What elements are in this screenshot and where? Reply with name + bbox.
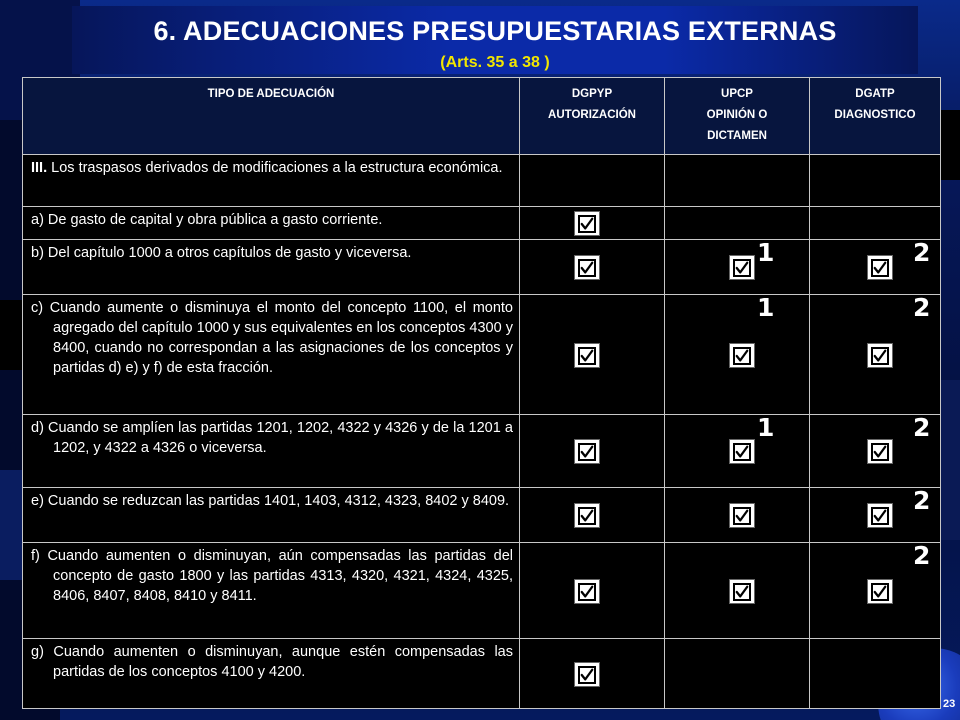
cell-dgpyp — [520, 639, 665, 709]
page-number: 23 — [943, 698, 956, 710]
upcp-note-number: 1 — [757, 238, 775, 267]
cell-upcp — [665, 543, 810, 639]
section-text: Los traspasos derivados de modificaciones a la estructura económica. — [51, 160, 503, 176]
cell-upcp — [665, 639, 810, 709]
section-number: III. — [31, 160, 48, 176]
section-cell — [23, 155, 520, 207]
page-subtitle: (Arts. 35 a 38 ) — [440, 54, 550, 71]
dgatp-note-number: 2 — [913, 413, 931, 442]
checkbox-checked-icon — [574, 662, 600, 687]
cell-dgpyp — [520, 207, 665, 240]
upcp-note-number: 1 — [757, 413, 775, 442]
cell-dgatp — [810, 295, 941, 415]
header-dgatp: DGATP DIAGNOSTICO — [810, 78, 941, 155]
cell-upcp — [665, 415, 810, 488]
cell-dgpyp — [520, 543, 665, 639]
checkbox-checked-icon — [867, 503, 893, 528]
checkbox-checked-icon — [729, 503, 755, 528]
checkbox-checked-icon — [867, 343, 893, 368]
cell-dgatp — [810, 207, 941, 240]
title-banner — [72, 6, 918, 74]
row-description: f) Cuando aumenten o disminuyan, aún compensadas las partidas del concepto de gasto 1800 y las partidas 4313, 4320, 4321, 4324, 4325, 8406, 8407, 8408, 8410 y 8411. — [23, 543, 520, 639]
row-description: e) Cuando se reduzcan las partidas 1401, 1403, 4312, 4323, 8402 y 8409. — [23, 488, 520, 543]
cell-dgpyp — [520, 295, 665, 415]
table-row — [23, 488, 941, 543]
checkbox-checked-icon — [729, 255, 755, 280]
cell-upcp — [665, 295, 810, 415]
header-tipo: TIPO DE ADECUACIÓN — [23, 78, 520, 155]
cell-dgpyp — [520, 240, 665, 295]
row-description: g) Cuando aumenten o disminuyan, aunque estén compensadas las partidas de los conceptos 4100 y 4200. — [23, 639, 520, 709]
page-title: 6. ADECUACIONES PRESUPUESTARIAS EXTERNAS — [153, 16, 837, 46]
table-row — [23, 207, 941, 240]
adecuaciones-table — [22, 77, 941, 709]
table-row — [23, 639, 941, 709]
checkbox-checked-icon — [574, 343, 600, 368]
checkbox-checked-icon — [729, 343, 755, 368]
row-description: b) Del capítulo 1000 a otros capítulos de gasto y viceversa. — [23, 240, 520, 295]
cell-dgatp — [810, 488, 941, 543]
cell-dgatp — [810, 543, 941, 639]
dgatp-note-number: 2 — [913, 486, 931, 515]
cell-dgatp — [810, 639, 941, 709]
cell-dgatp — [810, 240, 941, 295]
cell-upcp — [665, 240, 810, 295]
checkbox-checked-icon — [574, 255, 600, 280]
checkbox-checked-icon — [729, 579, 755, 604]
dgatp-note-number: 2 — [913, 293, 931, 322]
cell-dgatp — [810, 415, 941, 488]
checkbox-checked-icon — [574, 439, 600, 464]
dgatp-note-number: 2 — [913, 238, 931, 267]
table-row — [23, 415, 941, 488]
checkbox-checked-icon — [574, 503, 600, 528]
checkbox-checked-icon — [867, 255, 893, 280]
table-row — [23, 240, 941, 295]
cell-upcp — [665, 207, 810, 240]
header-dgpyp: DGPYP AUTORIZACIÓN — [520, 78, 665, 155]
checkbox-checked-icon — [729, 439, 755, 464]
row-description: a) De gasto de capital y obra pública a gasto corriente. — [23, 207, 520, 240]
table-row — [23, 543, 941, 639]
table-row — [23, 295, 941, 415]
dgatp-note-number: 2 — [913, 541, 931, 570]
checkbox-checked-icon — [574, 211, 600, 236]
table-header-row — [23, 78, 941, 155]
section-row — [23, 155, 941, 207]
checkbox-checked-icon — [867, 579, 893, 604]
cell-upcp — [665, 488, 810, 543]
checkbox-checked-icon — [574, 579, 600, 604]
checkbox-checked-icon — [867, 439, 893, 464]
cell-dgpyp — [520, 488, 665, 543]
upcp-note-number: 1 — [757, 293, 775, 322]
cell-dgpyp — [520, 415, 665, 488]
row-description: d) Cuando se amplíen las partidas 1201, 1202, 4322 y 4326 y de la 1201 a 1202, y 4322 a 4326 o viceversa. — [23, 415, 520, 488]
row-description: c) Cuando aumente o disminuya el monto del concepto 1100, el monto agregado del capítulo 1000 y sus equivalentes en los conceptos 4300 y 8400, cuando no correspondan a las asignaciones de los conceptos y partidas d) e) y f) de esta fracción. — [23, 295, 520, 415]
header-upcp: UPCP OPINIÓN O DICTAMEN — [665, 78, 810, 155]
